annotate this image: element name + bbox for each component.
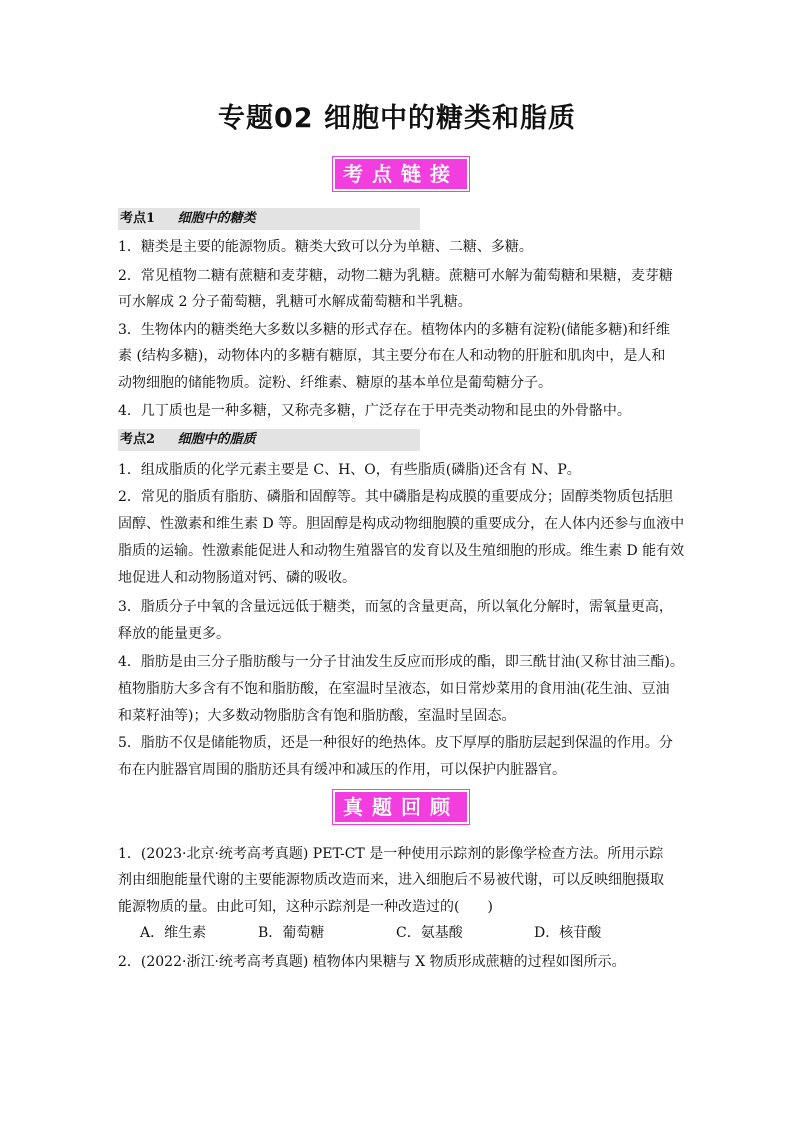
text-line: 2．常见的脂质有脂肪、磷脂和固醇等。其中磷脂是构成膜的重要成分；固醇类物质包括胆 <box>118 489 673 505</box>
text-line: 2．常见植物二糖有蔗糖和麦芽糖，动物二糖为乳糖。蔗糖可水解为葡萄糖和果糖，麦芽糖 <box>118 268 673 284</box>
option-c: C．氨基酸 <box>396 925 463 941</box>
text-line: 1．糖类是主要的能源物质。糖类大致可以分为单糖、二糖、多糖。 <box>118 239 533 255</box>
topic-header-lipids <box>118 429 420 451</box>
text-line: 5．脂肪不仅是储能物质，还是一种很好的绝热体。皮下厚厚的脂肪层起到保温的作用。分 <box>118 735 673 751</box>
question-line: 能源物质的量。由此可知，这种示踪剂是一种改造过的( ) <box>118 899 493 915</box>
text-line: 素 (结构多糖)，动物体内的多糖有糖原，其主要分布在人和动物的肝脏和肌肉中，是人和 <box>118 348 666 364</box>
option-d: D．核苷酸 <box>534 925 602 941</box>
text-line: 4．几丁质也是一种多糖，又称壳多糖，广泛存在于甲壳类动物和昆虫的外骨骼中。 <box>118 403 631 419</box>
text-line: 4．脂肪是由三分子脂肪酸与一分子甘油发生反应而形成的酯，即三酰甘油(又称甘油三酯)。 <box>118 654 684 670</box>
section-banner-links: 考点链接 <box>333 157 469 191</box>
text-line: 植物脂肪大多含有不饱和脂肪酸，在室温时呈液态，如日常炒菜用的食用油(花生油、豆油 <box>118 681 670 697</box>
option-b: B．葡萄糖 <box>258 925 325 941</box>
topic-name: 细胞中的脂质 <box>177 432 256 447</box>
text-line: 动物细胞的储能物质。淀粉、纤维素、糖原的基本单位是葡萄糖分子。 <box>118 375 552 391</box>
question-line: 2．(2022·浙江·统考高考真题) 植物体内果糖与 X 物质形成蔗糖的过程如图所示。 <box>118 954 626 970</box>
topic-label: 考点2 <box>120 432 156 447</box>
text-line: 可水解成 2 分子葡萄糖，乳糖可水解成葡萄糖和半乳糖。 <box>118 294 472 310</box>
text-line: 3．生物体内的糖类绝大多数以多糖的形式存在。植物体内的多糖有淀粉(储能多糖)和纤维 <box>118 322 670 338</box>
question-line: 1．(2023·北京·统考高考真题) PET-CT 是一种使用示踪剂的影像学检查方法。所用示踪 <box>118 846 664 862</box>
section-banner-review: 真题回顾 <box>333 790 469 824</box>
text-line: 3．脂质分子中氧的含量远远低于糖类，而氢的含量更高，所以氧化分解时，需氧量更高， <box>118 599 673 615</box>
topic-label: 考点1 <box>120 211 156 226</box>
text-line: 地促进人和动物肠道对钙、磷的吸收。 <box>118 570 356 586</box>
text-line: 释放的能量更多。 <box>118 626 230 642</box>
page-title: 专题02 细胞中的糖类和脂质 <box>218 103 576 134</box>
text-line: 布在内脏器官周围的脂肪还具有缓冲和减压的作用，可以保护内脏器官。 <box>118 762 566 778</box>
option-a: A．维生素 <box>140 925 207 941</box>
question-line: 剂由细胞能量代谢的主要能源物质改造而来，进入细胞后不易被代谢，可以反映细胞摄取 <box>118 872 664 888</box>
topic-name: 细胞中的糖类 <box>177 211 256 226</box>
topic-header-sugars <box>118 208 420 230</box>
text-line: 和菜籽油等)；大多数动物脂肪含有饱和脂肪酸，室温时呈固态。 <box>118 708 516 724</box>
text-line: 固醇、性激素和维生素 D 等。胆固醇是构成动物细胞膜的重要成分，在人体内还参与血液中 <box>118 516 685 532</box>
text-line: 1．组成脂质的化学元素主要是 C、H、O，有些脂质(磷脂)还含有 N、P。 <box>118 462 581 478</box>
text-line: 脂质的运输。性激素能促进人和动物生殖器官的发育以及生殖细胞的形成。维生素 D 能有效 <box>118 543 685 559</box>
